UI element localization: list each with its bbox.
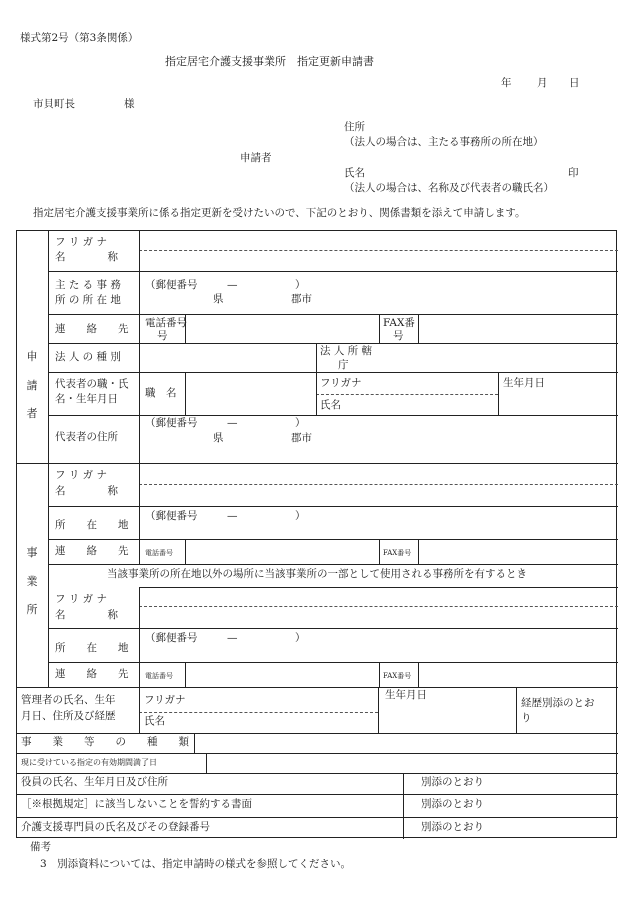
- branch-location-label: 所 在 地: [55, 642, 129, 654]
- seal-mark: 印: [568, 167, 579, 179]
- office-section-label: 事業所: [26, 546, 38, 617]
- address-note: （法人の場合は、主たる事務所の所在地）: [344, 136, 544, 148]
- remarks-note-3: 3 別添資料については、指定申請時の様式を参照してください。: [40, 858, 351, 870]
- rep-postal-dash: —: [227, 417, 238, 429]
- postal-close: ）: [295, 279, 306, 291]
- office-tel-label: 電話番号: [145, 549, 173, 557]
- rep-name-label: 氏名: [320, 399, 341, 411]
- rep-label-1: 代表者の職・氏: [55, 378, 129, 390]
- corp-office-label-1: 法 人 所 轄: [320, 345, 373, 357]
- date-month: 月: [537, 77, 548, 89]
- office-name-label: 名 称: [55, 485, 118, 497]
- fax-label-2: 号: [393, 330, 404, 342]
- manager-label-2: 月日、住所及び経歴: [21, 710, 116, 722]
- rep-district-label: 郡市: [291, 432, 312, 444]
- office-postal-label: （郵便番号: [145, 510, 198, 522]
- district-label: 郡市: [291, 293, 312, 305]
- address-label: 住所: [344, 121, 365, 133]
- manager-name-label: 氏名: [144, 715, 165, 727]
- business-type-label: 事 業 等 の 種 類: [21, 736, 189, 748]
- branch-tel-label: 電話番号: [145, 672, 173, 680]
- fax-label: FAX番: [383, 317, 415, 329]
- corp-office-label-2: 庁: [338, 359, 349, 371]
- office-postal-dash: —: [227, 510, 238, 522]
- rep-postal-close: ）: [295, 417, 306, 429]
- branch-postal-dash: —: [227, 632, 238, 644]
- manager-career-2: り: [521, 712, 532, 724]
- position-label: 職 名: [145, 387, 177, 399]
- applicant-contact-label: 連 絡 先: [55, 323, 129, 335]
- office-furigana-label: フ リ ガ ナ: [55, 469, 108, 481]
- tel-label-2: 号: [157, 330, 168, 342]
- rep-label-2: 名・生年月日: [55, 393, 118, 405]
- pledge-label: ［※根拠規定］に該当しないことを誓約する書面: [21, 798, 252, 810]
- form-number: 様式第2号（第3条関係）: [20, 32, 139, 44]
- rep-furigana-label: フリガナ: [320, 377, 362, 389]
- manager-furigana-label: フリガナ: [144, 694, 186, 706]
- applicant-furigana-label: フ リ ガ ナ: [55, 236, 108, 248]
- name-note: （法人の場合は、名称及び代表者の職氏名）: [344, 182, 554, 194]
- branch-contact-label: 連 絡 先: [55, 668, 129, 680]
- date-day: 日: [569, 77, 580, 89]
- valid-period-label: 現に受けている指定の有効期間満了日: [21, 758, 157, 767]
- office-fax-label: FAX番号: [383, 549, 412, 557]
- postal-dash: —: [227, 279, 238, 291]
- branch-postal-close: ）: [295, 632, 306, 644]
- applicant-name-label: 名 称: [55, 251, 118, 263]
- manager-birth-label: 生年月日: [385, 689, 427, 701]
- care-manager-label: 介護支援専門員の氏名及びその登録番号: [21, 821, 210, 833]
- rep-address-label: 代表者の住所: [55, 431, 118, 443]
- office-postal-close: ）: [295, 510, 306, 522]
- office-location-label: 所 在 地: [55, 519, 129, 531]
- manager-label-1: 管理者の氏名、生年: [21, 694, 116, 706]
- branch-postal-label: （郵便番号: [145, 632, 198, 644]
- officers-attached: 別添のとおり: [421, 776, 484, 788]
- date-year: 年: [501, 77, 512, 89]
- remarks-label: 備考: [30, 841, 51, 853]
- pledge-attached: 別添のとおり: [421, 798, 484, 810]
- manager-career-1: 経歴別添のとお: [521, 697, 595, 709]
- rep-birth-label: 生年月日: [503, 377, 545, 389]
- main-office-label-1: 主 た る 事 務: [55, 279, 121, 291]
- care-manager-attached: 別添のとおり: [421, 821, 484, 833]
- rep-pref-label: 県: [213, 432, 224, 444]
- addressee-suffix: 様: [124, 98, 135, 110]
- applicant-label: 申請者: [240, 152, 272, 164]
- officers-label: 役員の氏名、生年月日及び住所: [21, 776, 168, 788]
- main-office-label-2: 所 の 所 在 地: [55, 294, 121, 306]
- branch-furigana-label: フ リ ガ ナ: [55, 593, 108, 605]
- page-title: 指定居宅介護支援事業所 指定更新申請書: [165, 55, 374, 68]
- office-contact-label: 連 絡 先: [55, 545, 129, 557]
- postal-label: （郵便番号: [145, 279, 198, 291]
- addressee: 市貝町長: [33, 98, 75, 110]
- rep-postal-label: （郵便番号: [145, 417, 198, 429]
- branch-office-note: 当該事業所の所在地以外の場所に当該事業所の一部として使用される事務所を有するとき: [107, 568, 527, 580]
- corp-type-label: 法 人 の 種 別: [55, 351, 121, 363]
- branch-fax-label: FAX番号: [383, 672, 412, 680]
- tel-label: 電話番号: [145, 317, 187, 329]
- branch-name-label: 名 称: [55, 609, 118, 621]
- intro-text: 指定居宅介護支援事業所に係る指定更新を受けたいので、下記のとおり、関係書類を添えて申請します。: [33, 207, 526, 219]
- application-form-table: [16, 230, 617, 838]
- pref-label: 県: [213, 293, 224, 305]
- name-label: 氏名: [344, 167, 365, 179]
- applicant-section-label: 申請者: [26, 350, 38, 421]
